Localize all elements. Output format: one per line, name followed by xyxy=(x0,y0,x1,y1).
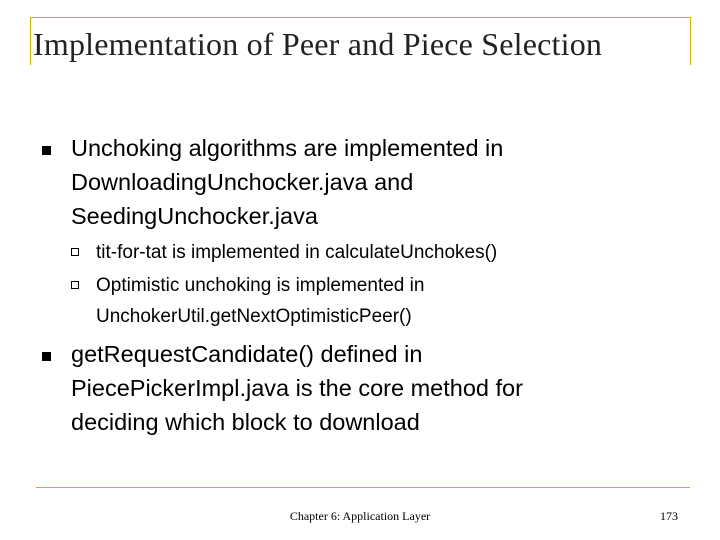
bullet-1-line-3: SeedingUnchocker.java xyxy=(71,203,318,229)
hollow-square-bullet-icon xyxy=(71,281,79,289)
slide-number: 173 xyxy=(660,509,678,523)
sub-bullet-2-line-1: Optimistic unchoking is implemented in xyxy=(96,275,425,296)
hollow-square-bullet-icon xyxy=(71,248,79,256)
left-frame-rule xyxy=(30,17,31,65)
footer-rule xyxy=(36,487,690,488)
square-bullet-icon xyxy=(42,146,51,155)
sub-bullet-1-line-1: tit-for-tat is implemented in calculateUnchokes() xyxy=(96,242,498,263)
bullet-1-line-1: Unchoking algorithms are implemented in xyxy=(71,135,504,161)
sub-bullet-2-line-2: UnchokerUtil.getNextOptimisticPeer() xyxy=(96,306,412,327)
footer-chapter-label: Chapter 6: Application Layer xyxy=(289,509,431,523)
top-frame-rule xyxy=(30,17,690,18)
square-bullet-icon xyxy=(42,352,51,361)
bullet-2-line-2: PiecePickerImpl.java is the core method for xyxy=(71,375,523,401)
bullet-1-line-2: DownloadingUnchocker.java and xyxy=(71,169,414,195)
bullet-2-line-3: deciding which block to download xyxy=(71,409,420,435)
right-frame-rule xyxy=(690,17,691,65)
slide-title: Implementation of Peer and Piece Selection xyxy=(33,26,603,62)
bullet-2-line-1: getRequestCandidate() defined in xyxy=(71,341,423,367)
